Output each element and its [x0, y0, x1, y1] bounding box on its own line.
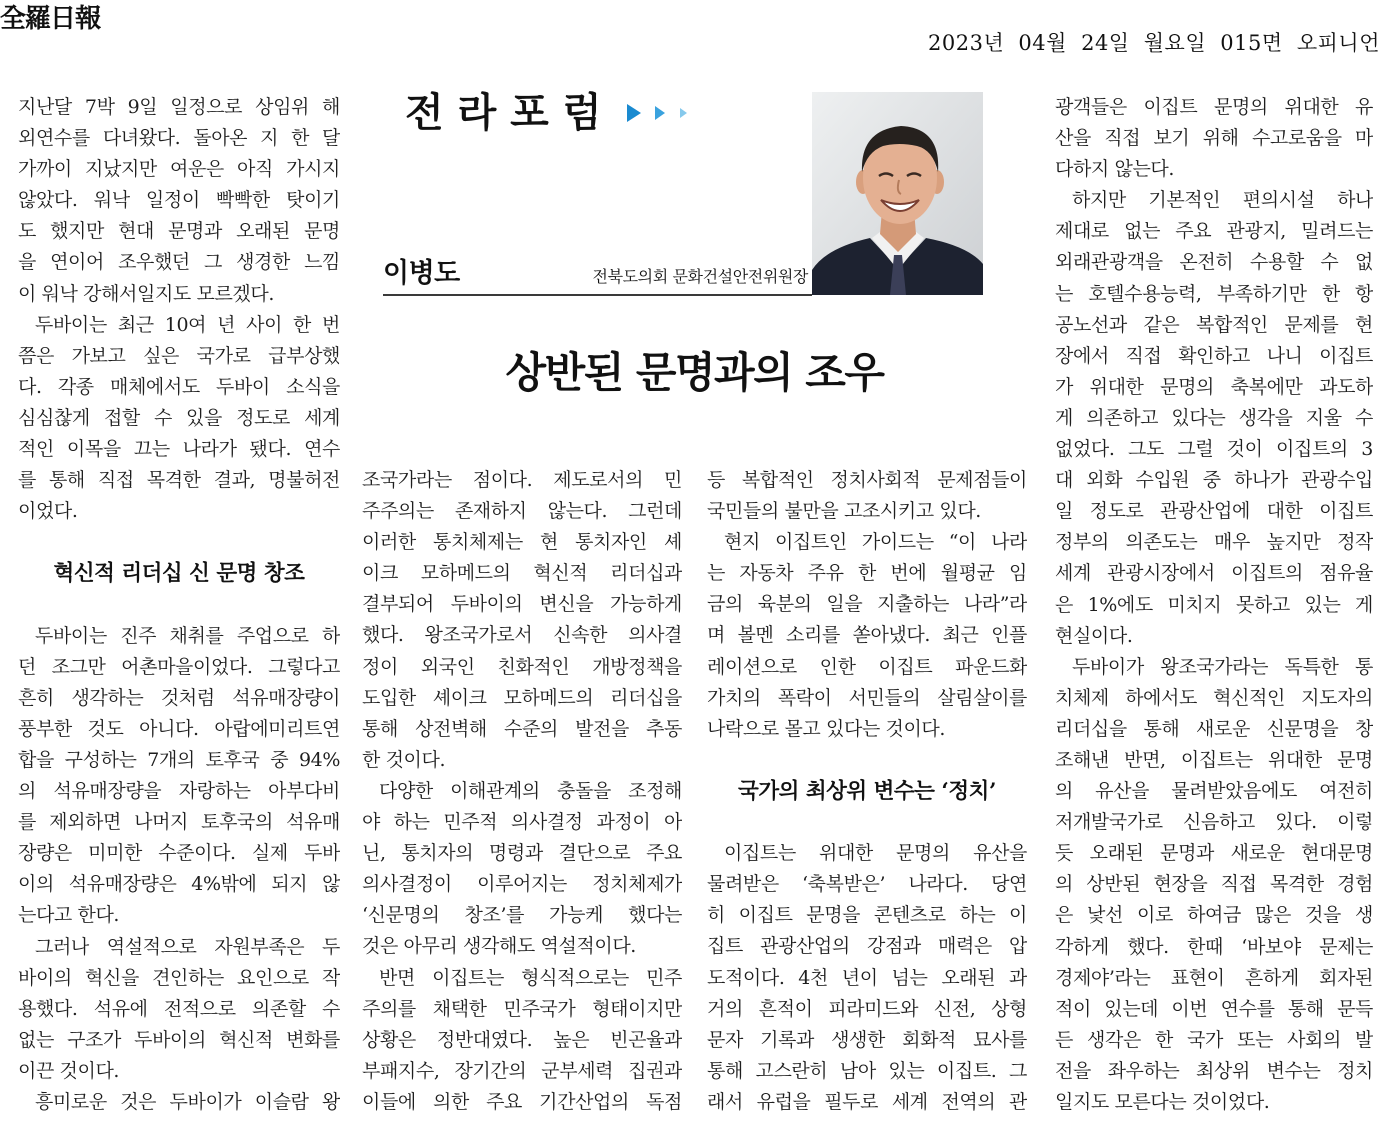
body-text-line: 가까이 지났지만 여운은 아직 가시지: [18, 158, 340, 181]
body-text-line: 도입한 셰이크 모하메드의 리더십을: [362, 686, 682, 709]
body-text-line: 은 낯선 이로 하여금 많은 것을 생: [1055, 904, 1373, 927]
article-column-2: [362, 465, 682, 1118]
series-arrows: [625, 103, 695, 123]
body-text-line: 이집트는 위대한 문명의 유산을: [724, 842, 1027, 865]
body-text-line: 은 1%에도 미치지 못하고 있는 게: [1055, 593, 1373, 616]
body-text-line: 저개발국가로 신음하고 있다. 이렇: [1055, 811, 1373, 834]
body-text-line: 의 석유매장량을 자랑하는 아부다비: [18, 780, 340, 803]
body-text-line: 이의 석유매장량은 4%밖에 되지 않: [18, 873, 340, 896]
divider: [383, 294, 812, 296]
body-text-line: 는다고 한다.: [18, 904, 120, 927]
series-title: 전 라 포 럼: [405, 89, 602, 136]
body-text-line: 는 호텔수용능력, 부족하기만 한 항: [1055, 282, 1373, 305]
paragraph: [18, 932, 340, 1087]
body-text-line: 광객들은 이집트 문명의 위대한 유: [1055, 96, 1373, 118]
body-text-line: 치체제 하에서도 혁신적인 지도자의: [1055, 686, 1373, 709]
paragraph: [18, 1087, 340, 1118]
body-text-line: 다. 각종 매체에서도 두바이 소식을: [18, 375, 340, 398]
body-text-line: 닌, 통치자의 명령과 결단으로 주요: [362, 842, 682, 865]
body-text-line: 상황은 정반대였다. 높은 빈곤율과: [362, 1028, 682, 1051]
body-text-line: 일지도 모른다는 것이었다.: [1055, 1091, 1270, 1113]
body-text-line: 히 이집트 문명을 콘텐츠로 하는 이: [707, 904, 1027, 927]
body-text-line: 거의 흔적이 피라미드와 신전, 상형: [707, 997, 1027, 1020]
body-text-line: 했다. 왕조국가로서 신속한 의사결: [362, 624, 682, 647]
body-text-line: 바이의 혁신을 견인하는 요인으로 작: [18, 966, 340, 989]
body-text-line: 경제야’라는 표현이 흔하게 회자된: [1055, 966, 1373, 989]
body-text-line: 의 유산을 물려받았음에도 여전히: [1055, 780, 1373, 803]
body-text-line: 등 복합적인 정치사회적 문제점들이: [707, 469, 1027, 491]
body-text-line: 적이 있는데 이번 연수를 통해 문득: [1055, 997, 1373, 1020]
body-text-line: 든 생각은 한 국가 또는 사회의 발: [1055, 1028, 1373, 1051]
body-text-line: 심심찮게 접할 수 있을 정도로 세계: [18, 406, 340, 429]
body-text-line: 정이 외국인 친화적인 개방정책을: [362, 655, 682, 678]
paragraph: [707, 838, 1027, 1118]
body-text-line: 조국가라는 점이다. 제도로서의 민: [362, 469, 682, 491]
arrow-icon: [680, 108, 687, 118]
paragraph: [362, 465, 682, 776]
body-text-line: 의 상반된 현장을 직접 목격한 경험: [1055, 873, 1373, 896]
body-text-line: 금의 육분의 일을 지출하는 나라”라: [707, 593, 1027, 616]
body-text-line: 반면 이집트는 형식적으로는 민주: [379, 966, 682, 989]
author-name: 이병도: [383, 258, 460, 289]
body-text-line: 결부되어 두바이의 변신을 가능하게: [362, 593, 682, 616]
body-text-line: 대 외화 수입원 중 하나가 관광수입: [1055, 469, 1373, 492]
section-subheading: 국가의 최상위 변수는 ‘정치’: [738, 778, 996, 804]
body-text-line: 이크 모하메드의 혁신적 리더십과: [362, 562, 682, 585]
body-text-line: 이었다.: [18, 500, 78, 523]
body-text-line: 가 위대한 문명의 축복에만 과도하: [1055, 375, 1373, 398]
body-text-line: 외연수를 다녀왔다. 돌아온 지 한 달: [18, 127, 340, 150]
body-text-line: 가치의 폭락이 서민들의 살림살이를: [707, 686, 1027, 709]
body-text-line: 래서 유럽을 필두로 세계 전역의 관: [707, 1090, 1027, 1113]
body-text-line: 야 하는 민주적 의사결정 과정이 아: [362, 811, 682, 834]
body-text-line: 두바이는 최근 10여 년 사이 한 번: [35, 313, 340, 336]
body-text-line: 문자 기록과 생생한 회화적 묘사를: [707, 1028, 1027, 1051]
paragraph: [707, 527, 1027, 745]
body-text-line: 던 조그만 어촌마을이었다. 그렇다고: [18, 655, 340, 678]
body-text-line: 이끈 것이다.: [18, 1059, 120, 1082]
body-text-line: 전을 좌우하는 최상위 변수는 정치: [1055, 1059, 1373, 1082]
body-text-line: 현지 이집트인 가이드는 “이 나라: [724, 531, 1027, 554]
body-text-line: 이들에 의한 주요 기간산업의 독점: [362, 1090, 682, 1113]
body-text-line: 합을 구성하는 7개의 토후국 중 94%: [18, 748, 340, 771]
body-text-line: 며 볼멘 소리를 쏟아냈다. 최근 인플: [707, 624, 1027, 647]
article-column-4: [1055, 92, 1373, 1118]
body-text-line: 두바이는 진주 채취를 주업으로 하: [35, 624, 340, 647]
section-subheading: 혁신적 리더십 신 문명 창조: [53, 561, 305, 587]
body-text-line: 두바이가 왕조국가라는 독특한 통: [1072, 655, 1373, 678]
body-text-line: 다양한 이해관계의 충돌을 조정해: [379, 779, 682, 802]
body-text-line: 듯 오래된 문명과 새로운 현대문명: [1055, 842, 1373, 865]
paragraph: [18, 92, 340, 310]
body-text-line: 그러나 역설적으로 자원부족은 두: [35, 935, 340, 958]
body-text-line: 장에서 직접 확인하고 나니 이집트: [1055, 344, 1373, 367]
body-text-line: 장량은 미미한 수준이다. 실제 두바: [18, 842, 340, 865]
paragraph: [1055, 185, 1373, 651]
body-text-line: 하지만 기본적인 편의시설 하나: [1072, 189, 1373, 212]
body-text-line: 현실이다.: [1055, 624, 1133, 647]
body-text-line: 부패지수, 장기간의 군부세력 집권과: [362, 1059, 682, 1082]
arrow-icon: [627, 104, 641, 122]
article-headline: 상반된 문명과의 조우: [505, 348, 884, 397]
body-text-line: 게 의존하고 있다는 생각을 지울 수: [1055, 406, 1373, 429]
body-text-line: 조해낸 반면, 이집트는 위대한 문명: [1055, 748, 1373, 771]
body-text-line: 도적이다. 4천 년이 넘는 오래된 과: [707, 966, 1027, 989]
body-text-line: 물려받은 ‘축복받은’ 나라다. 당연: [707, 873, 1027, 896]
body-text-line: 를 통해 직접 목격한 결과, 명불허전: [18, 469, 340, 492]
author-photo: [812, 92, 983, 295]
paragraph: [362, 963, 682, 1118]
body-text-line: 국민들의 불만을 고조시키고 있다.: [707, 500, 981, 523]
body-text-line: 흥미로운 것은 두바이가 이슬람 왕: [35, 1091, 340, 1114]
body-text-line: 지난달 7박 9일 일정으로 상임위 해: [18, 96, 340, 118]
paragraph: [362, 776, 682, 963]
body-text-line: 이 워낙 강해서일지도 모르겠다.: [18, 282, 274, 305]
body-text-line: 각하게 했다. 한때 ‘바보야 문제는: [1055, 935, 1373, 958]
body-text-line: 리더십을 통해 새로운 신문명을 창: [1055, 717, 1373, 740]
arrow-icon: [655, 106, 665, 120]
body-text-line: 를 제외하면 나머지 토후국의 석유매: [18, 811, 340, 834]
paragraph: [18, 310, 340, 528]
body-text-line: 산을 직접 보기 위해 수고로움을 마: [1055, 127, 1373, 150]
article-column-1: [18, 92, 340, 1118]
body-text-line: 풍부한 것도 아니다. 아랍에미리트연: [18, 717, 340, 740]
body-text-line: 주주의는 존재하지 않는다. 그런데: [362, 500, 682, 523]
body-text-line: 의사결정이 이루어지는 정치체제가: [362, 873, 682, 896]
body-text-line: 않았다. 워낙 일정이 빡빡한 탓이기: [18, 189, 340, 212]
paragraph: [1055, 652, 1373, 1118]
body-text-line: 통해 고스란히 남아 있는 이집트. 그: [707, 1059, 1027, 1082]
body-text-line: 흔히 생각하는 것처럼 석유매장량이: [18, 686, 340, 709]
body-text-line: 정부의 의존도는 매우 높지만 정작: [1055, 531, 1373, 554]
body-text-line: 통해 상전벽해 수준의 발전을 추동: [362, 717, 682, 740]
paragraph: [18, 621, 340, 932]
body-text-line: 없는 구조가 두바이의 혁신적 변화를: [18, 1028, 340, 1051]
newspaper-logo: 全羅日報: [0, 4, 101, 34]
body-text-line: 제대로 없는 주요 관광지, 밀려드는: [1055, 220, 1373, 243]
issue-dateline: 2023년 04월 24일 월요일 015면 오피니언: [928, 31, 1380, 55]
body-text-line: 는 자동차 주유 한 번에 월평균 임: [707, 562, 1027, 585]
body-text-line: 레이션으로 인한 이집트 파운드화: [707, 655, 1027, 678]
body-text-line: 도 했지만 현대 문명과 오래된 문명: [18, 220, 340, 243]
body-text-line: 집트 관광산업의 강점과 매력은 압: [707, 935, 1027, 958]
body-text-line: 을 연이어 조우했던 그 생경한 느낌: [18, 251, 340, 274]
body-text-line: 일 정도로 관광산업에 대한 이집트: [1055, 500, 1373, 523]
body-text-line: 이러한 통치체제는 현 통치자인 셰: [362, 531, 682, 554]
body-text-line: 나락으로 몰고 있다는 것이다.: [707, 717, 946, 740]
paragraph: [707, 465, 1027, 527]
body-text-line: 주의를 채택한 민주국가 형태이지만: [362, 997, 682, 1020]
body-text-line: 용했다. 석유에 전적으로 의존할 수: [18, 997, 340, 1020]
paragraph: [1055, 92, 1373, 185]
body-text-line: 공노선과 같은 복합적인 문제를 현: [1055, 313, 1373, 336]
body-text-line: ‘신문명의 창조’를 가능케 했다는: [362, 904, 682, 927]
body-text-line: 외래관광객을 온전히 수용할 수 없: [1055, 251, 1373, 274]
body-text-line: 세계 관광시장에서 이집트의 점유율: [1055, 562, 1373, 585]
body-text-line: 적인 이목을 끄는 나라가 됐다. 연수: [18, 438, 340, 461]
body-text-line: 다하지 않는다.: [1055, 158, 1175, 181]
article-column-3: [707, 465, 1027, 1118]
author-title: 전북도의회 문화건설안전위원장: [592, 267, 808, 286]
body-text-line: 쯤은 가보고 싶은 국가로 급부상했: [18, 344, 340, 367]
body-text-line: 것은 아무리 생각해도 역설적이다.: [362, 935, 636, 958]
body-text-line: 한 것이다.: [362, 748, 446, 771]
body-text-line: 없었다. 그도 그럴 것이 이집트의 3: [1055, 438, 1373, 461]
